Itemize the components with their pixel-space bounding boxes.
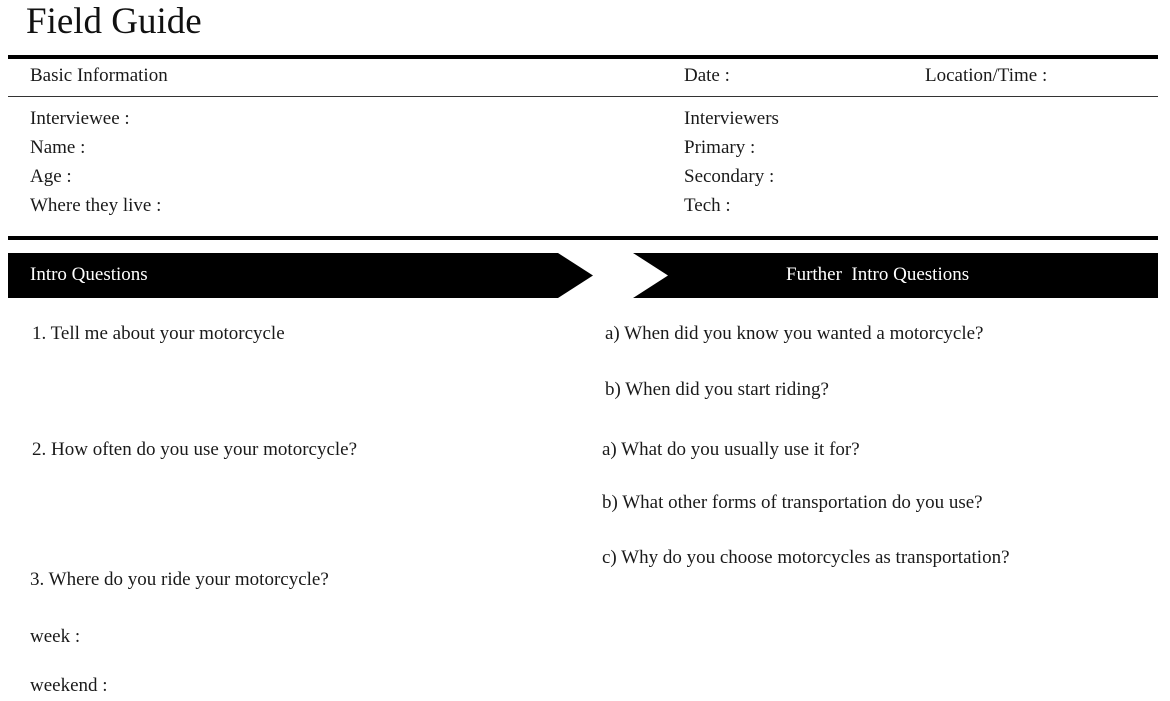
tech-label: Tech : <box>684 195 731 216</box>
question-2-followup-b: b) What other forms of transportation do you use? <box>602 492 983 513</box>
age-label: Age : <box>30 166 72 187</box>
question-1-followup-b: b) When did you start riding? <box>605 379 829 400</box>
further-intro-questions-label: Further Intro Questions <box>786 264 970 285</box>
question-3: 3. Where do you ride your motorcycle? <box>30 569 329 590</box>
interviewee-heading: Interviewee : <box>30 108 130 129</box>
interviewers-heading: Interviewers <box>684 108 779 129</box>
page-title: Field Guide <box>26 1 202 42</box>
top-divider <box>8 55 1158 59</box>
location-time-label: Location/Time : <box>925 65 1048 86</box>
weekend-label: weekend : <box>30 675 108 696</box>
question-1: 1. Tell me about your motorcycle <box>32 323 285 344</box>
where-they-live-label: Where they live : <box>30 195 162 216</box>
primary-label: Primary : <box>684 137 756 158</box>
question-2-followup-c: c) Why do you choose motorcycles as transportation? <box>602 547 1010 568</box>
header-divider <box>8 96 1158 97</box>
secondary-label: Secondary : <box>684 166 775 187</box>
question-2: 2. How often do you use your motorcycle? <box>32 439 358 460</box>
name-label: Name : <box>30 137 86 158</box>
date-label: Date : <box>684 65 730 86</box>
section-banner <box>8 253 1158 298</box>
week-label: week : <box>30 626 81 647</box>
question-1-followup-a: a) When did you know you wanted a motorcycle? <box>605 323 984 344</box>
intro-questions-label: Intro Questions <box>30 264 148 285</box>
banner-shape <box>8 253 1158 298</box>
section-divider <box>8 236 1158 240</box>
question-2-followup-a: a) What do you usually use it for? <box>602 439 860 460</box>
basic-information-heading: Basic Information <box>30 65 168 86</box>
